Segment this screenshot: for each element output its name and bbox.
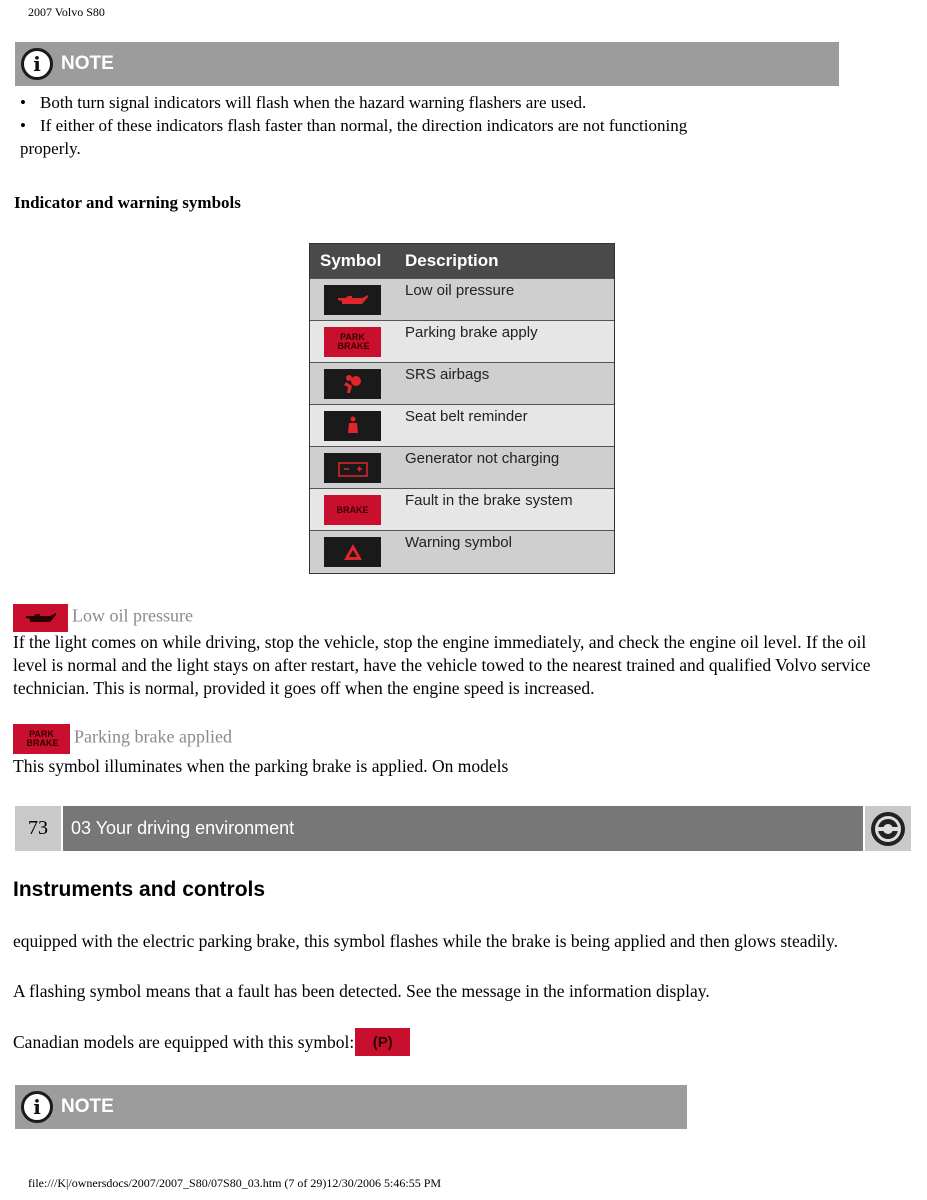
row-description: Seat belt reminder bbox=[405, 408, 528, 425]
bullet-text: If either of these indicators flash faster than normal, the direction indicators are not functioning bbox=[40, 116, 688, 135]
note-bullet-list bbox=[12, 91, 812, 160]
column-header-symbol: Symbol bbox=[320, 251, 382, 270]
icon-text: BRAKE bbox=[336, 504, 369, 515]
row-description: SRS airbags bbox=[405, 366, 490, 383]
row-description: Warning symbol bbox=[405, 534, 512, 551]
row-description: Generator not charging bbox=[405, 450, 560, 467]
row-description: Low oil pressure bbox=[405, 282, 515, 299]
table-row bbox=[310, 404, 614, 446]
bullet-text: Both turn signal indicators will flash when the hazard warning flashers are used. bbox=[40, 93, 587, 112]
park-brake-icon bbox=[324, 327, 381, 357]
bullet-continuation: properly. bbox=[20, 139, 81, 158]
chapter-title: 03 Your driving environment bbox=[63, 806, 863, 851]
paragraph: equipped with the electric parking brake, this symbol flashes while the brake is being applied and then glows steadily. bbox=[13, 931, 839, 951]
icon-glyph: (P) bbox=[372, 1033, 393, 1051]
table-row bbox=[310, 530, 614, 572]
note-label: NOTE bbox=[61, 53, 114, 74]
bullet-icon: • bbox=[20, 93, 26, 112]
row-description: Parking brake apply bbox=[405, 324, 538, 341]
table-row bbox=[310, 320, 614, 362]
oil-can-icon bbox=[324, 285, 381, 315]
row-description: Fault in the brake system bbox=[405, 492, 573, 509]
document-header: 2007 Volvo S80 bbox=[28, 5, 105, 19]
page-number: 73 bbox=[15, 806, 61, 851]
symbol-table bbox=[309, 243, 615, 574]
table-row bbox=[310, 362, 614, 404]
column-header-description: Description bbox=[405, 251, 499, 270]
airbag-icon bbox=[324, 369, 381, 399]
bullet-icon: • bbox=[20, 116, 26, 135]
icon-text: PARK BRAKE bbox=[26, 729, 59, 748]
info-icon: i bbox=[21, 48, 53, 80]
table-row bbox=[310, 278, 614, 320]
note-banner bbox=[15, 1085, 687, 1129]
parking-brake-text: This symbol illuminates when the parking brake is applied. On models bbox=[13, 756, 509, 776]
icon-text: PARK BRAKE bbox=[337, 332, 370, 351]
page-heading: Instruments and controls bbox=[13, 878, 266, 901]
info-icon: i bbox=[21, 1091, 53, 1123]
parking-brake-label: Parking brake applied bbox=[74, 726, 232, 747]
file-path-footer: file:///K|/ownersdocs/2007/2007_S80/07S80_03.htm (7 of 29)12/30/2006 5:46:55 PM bbox=[28, 1176, 442, 1190]
seat-belt-icon bbox=[324, 411, 381, 441]
park-brake-icon bbox=[13, 724, 70, 754]
table-row bbox=[310, 488, 614, 530]
steering-wheel-icon bbox=[865, 806, 911, 851]
oil-pressure-text: If the light comes on while driving, stop the vehicle, stop the engine immediately, and check the engine oil level. If the oil level is normal and the light stays on after restart, have the vehicle towed to the nearest trained and qualified Volvo service technician. This is normal, provided it goes off when the engine speed is increased. bbox=[13, 632, 871, 698]
parking-brake-p-icon bbox=[355, 1028, 410, 1056]
warning-triangle-icon bbox=[324, 537, 381, 567]
canadian-paragraph bbox=[13, 1028, 410, 1056]
brake-icon bbox=[324, 495, 381, 525]
battery-icon bbox=[324, 453, 381, 483]
note-label: NOTE bbox=[61, 1096, 114, 1117]
list-item bbox=[12, 114, 812, 137]
list-item bbox=[12, 91, 812, 114]
parking-brake-heading bbox=[13, 724, 232, 754]
note-banner bbox=[15, 42, 839, 86]
paragraph: A flashing symbol means that a fault has been detected. See the message in the information display. bbox=[13, 981, 710, 1001]
oil-pressure-label: Low oil pressure bbox=[72, 605, 193, 626]
page-bar bbox=[15, 806, 911, 851]
table-header bbox=[310, 244, 614, 278]
section-title: Indicator and warning symbols bbox=[14, 193, 241, 212]
oil-pressure-heading bbox=[13, 604, 193, 632]
oil-can-icon bbox=[13, 604, 68, 632]
table-row bbox=[310, 446, 614, 488]
paragraph-text: Canadian models are equipped with this symbol: bbox=[13, 1031, 355, 1052]
